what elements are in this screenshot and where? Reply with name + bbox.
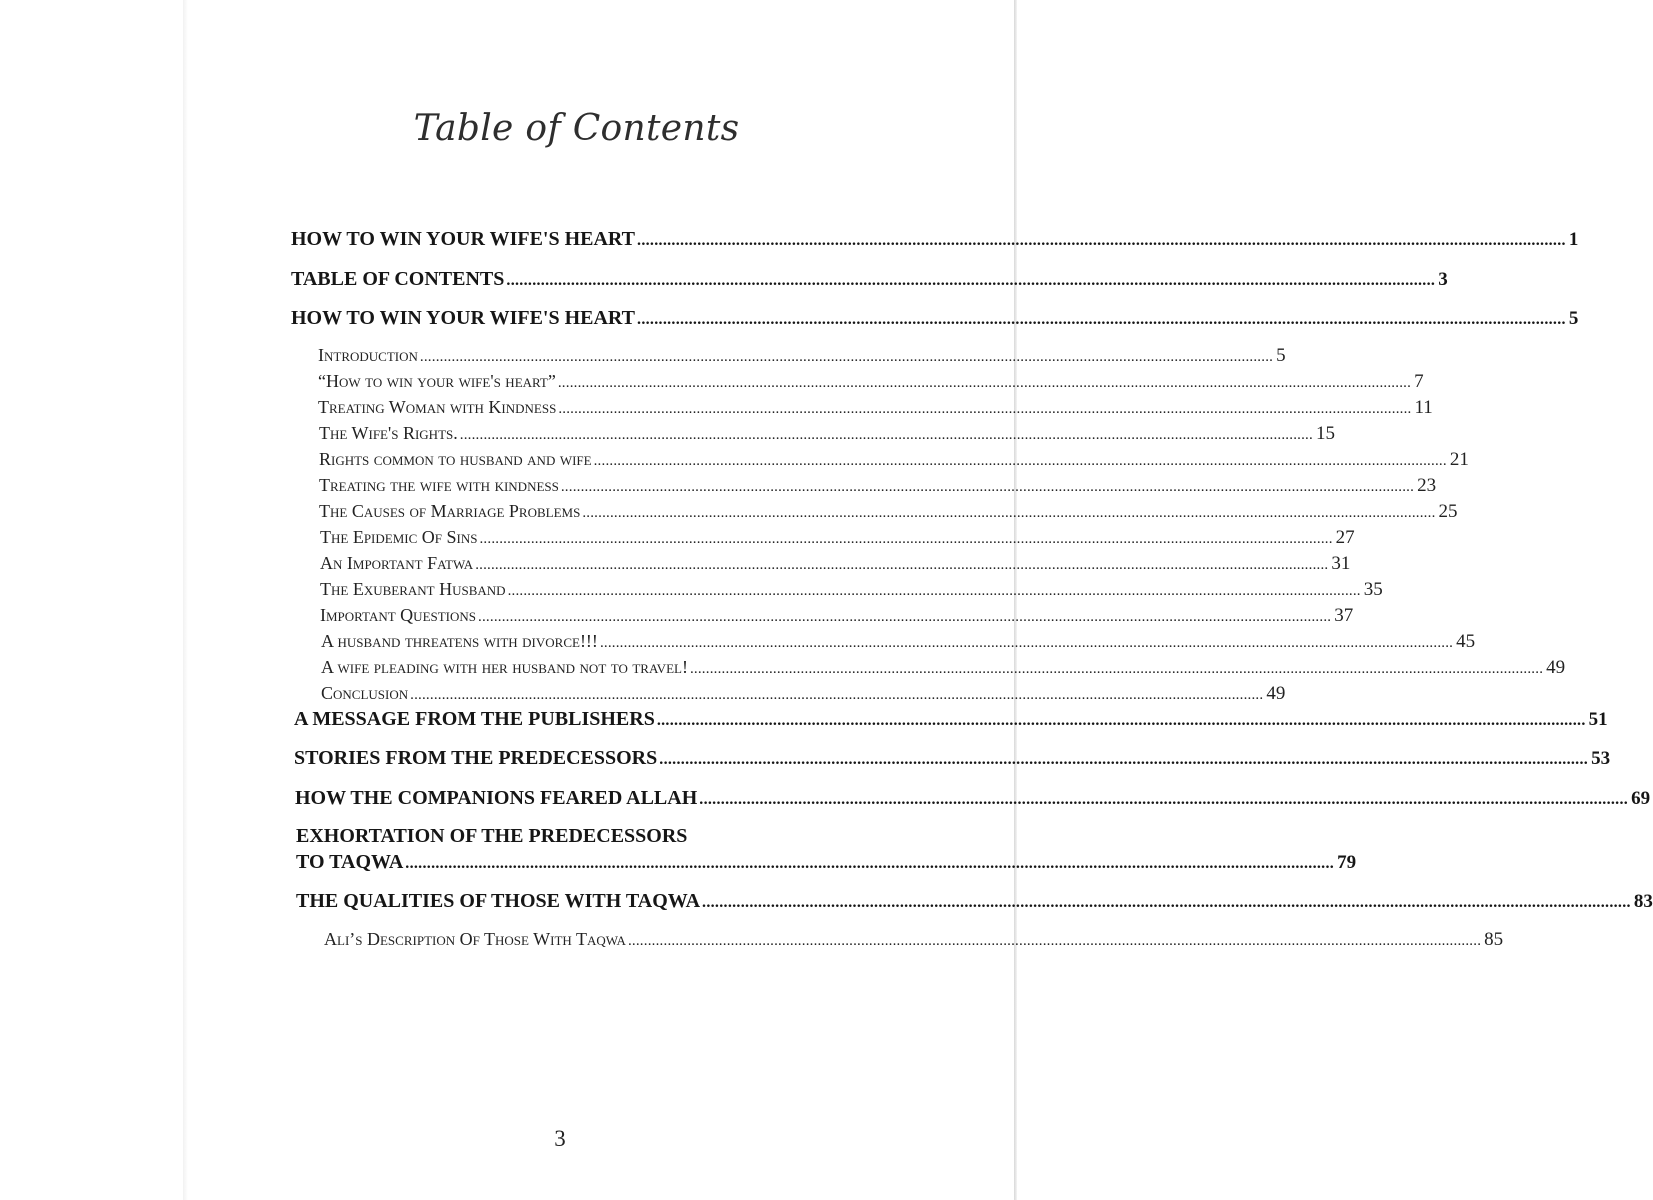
toc-entry-label: The Exuberant Husband <box>320 579 506 599</box>
toc-entry-label: Ali’s Description Of Those With Taqwa <box>324 929 626 949</box>
dot-leader: ........................................................................................................................................................................................................................ <box>627 933 1482 949</box>
dot-leader: ........................................................................................................................................................................................................................ <box>557 375 1412 391</box>
toc-subentry[interactable] <box>320 605 1354 626</box>
toc-subentry[interactable] <box>321 657 1566 678</box>
dot-leader: ........................................................................................................................................................................................................................ <box>699 791 1629 808</box>
toc-subentry[interactable] <box>321 631 1476 652</box>
toc-entry-label: HOW TO WIN YOUR WIFE'S HEART <box>291 307 636 329</box>
page-title: Table of Contents <box>413 108 740 149</box>
toc-entry-page: 31 <box>1331 553 1351 574</box>
dot-leader: ........................................................................................................................................................................................................................ <box>689 661 1544 677</box>
toc-entry-label: The Wife's Rights. <box>319 423 458 443</box>
dot-leader: ........................................................................................................................................................................................................................ <box>506 272 1436 289</box>
dot-leader: ........................................................................................................................................................................................................................ <box>507 583 1361 599</box>
dot-leader: ........................................................................................................................................................................................................................ <box>599 635 1454 651</box>
toc-entry[interactable] <box>295 787 1651 809</box>
toc-entry-line2 <box>296 851 1357 873</box>
toc-entry-label: A husband threatens with divorce!!! <box>321 631 598 651</box>
toc-subentry[interactable] <box>320 579 1383 600</box>
toc-entry[interactable] <box>296 890 1653 912</box>
toc-entry-label: TABLE OF CONTENTS <box>291 268 505 290</box>
toc-entry-page: 3 <box>1438 269 1448 290</box>
toc-entry-label-line1: EXHORTATION OF THE PREDECESSORS <box>296 825 688 847</box>
dot-leader: ........................................................................................................................................................................................................................ <box>637 311 1566 328</box>
dot-leader: ........................................................................................................................................................................................................................ <box>459 427 1313 443</box>
toc-entry-label: Treating the wife with kindness <box>319 475 559 495</box>
toc-entry[interactable] <box>291 307 1579 329</box>
toc-subentry[interactable] <box>318 371 1424 392</box>
toc-entry-label: HOW TO WIN YOUR WIFE'S HEART <box>291 228 636 250</box>
toc-subentry[interactable] <box>321 683 1286 704</box>
dot-leader: ........................................................................................................................................................................................................................ <box>659 751 1589 768</box>
toc-entry-label: STORIES FROM THE PREDECESSORS <box>294 747 658 769</box>
dot-leader: ........................................................................................................................................................................................................................ <box>478 609 1332 625</box>
toc-entry-label: Introduction <box>318 345 418 365</box>
toc-entry-label: The Causes of Marriage Problems <box>319 501 581 521</box>
toc-entry-multiline[interactable] <box>296 825 1357 873</box>
toc-subentry[interactable] <box>318 397 1433 418</box>
dot-leader: ........................................................................................................................................................................................................................ <box>410 687 1264 703</box>
toc-entry-page: 35 <box>1363 579 1383 600</box>
toc-entry[interactable] <box>294 708 1608 730</box>
dot-leader: ........................................................................................................................................................................................................................ <box>479 531 1333 547</box>
toc-entry-page: 25 <box>1438 501 1458 522</box>
toc-subentry[interactable] <box>318 345 1286 366</box>
dot-leader: ........................................................................................................................................................................................................................ <box>405 855 1335 872</box>
toc-entry-page: 69 <box>1631 788 1651 809</box>
toc-entry[interactable] <box>294 747 1611 769</box>
dot-leader: ........................................................................................................................................................................................................................ <box>560 479 1415 495</box>
toc-subentry[interactable] <box>319 449 1469 470</box>
toc-subentry[interactable] <box>324 929 1504 950</box>
toc-entry-page: 37 <box>1334 605 1354 626</box>
toc-entry-page: 5 <box>1568 308 1579 329</box>
toc-entry-label: TO TAQWA <box>296 851 404 873</box>
toc-entry-page: 49 <box>1546 657 1566 678</box>
toc-entry-label: An Important Fatwa <box>320 553 474 573</box>
toc-entry-page: 79 <box>1337 852 1357 873</box>
toc-entry-page: 21 <box>1449 449 1469 470</box>
toc-entry-label: HOW THE COMPANIONS FEARED ALLAH <box>295 787 698 809</box>
toc-subentry[interactable] <box>319 501 1458 522</box>
toc-entry-page: 53 <box>1591 748 1611 769</box>
toc-entry-page: 85 <box>1484 929 1504 950</box>
toc-entry-page: 45 <box>1456 631 1476 652</box>
toc-entry-label: Rights common to husband and wife <box>319 449 592 469</box>
toc-entry[interactable] <box>291 228 1579 250</box>
toc-subentry[interactable] <box>320 527 1355 548</box>
toc-entry-label: The Epidemic Of Sins <box>320 527 478 547</box>
dot-leader: ........................................................................................................................................................................................................................ <box>558 401 1412 417</box>
toc-subentry[interactable] <box>320 553 1351 574</box>
toc-subentry[interactable] <box>319 423 1335 444</box>
toc-entry-page: 15 <box>1315 423 1335 444</box>
toc-entry-page: 7 <box>1414 371 1424 392</box>
toc-entry-label: A wife pleading with her husband not to travel! <box>321 657 688 677</box>
toc-entry-label: Treating Woman with Kindness <box>318 397 557 417</box>
toc-entry-page: 27 <box>1335 527 1355 548</box>
dot-leader: ........................................................................................................................................................................................................................ <box>702 894 1631 911</box>
dot-leader: ........................................................................................................................................................................................................................ <box>637 232 1566 249</box>
toc-entry-page: 23 <box>1417 475 1437 496</box>
dot-leader: ........................................................................................................................................................................................................................ <box>419 349 1274 365</box>
toc-entry-page: 1 <box>1568 229 1579 250</box>
toc-entry-page: 5 <box>1276 345 1286 366</box>
dot-leader: ........................................................................................................................................................................................................................ <box>582 505 1436 521</box>
toc-entry-label: THE QUALITIES OF THOSE WITH TAQWA <box>296 890 701 912</box>
page-number: 3 <box>554 1126 566 1151</box>
toc-entry-label: “How to win your wife's heart” <box>318 371 556 391</box>
toc-entry-label: A MESSAGE FROM THE PUBLISHERS <box>294 708 655 730</box>
toc-entry[interactable] <box>291 268 1448 290</box>
toc-entry-label: Conclusion <box>321 683 409 703</box>
dot-leader: ........................................................................................................................................................................................................................ <box>475 557 1329 573</box>
toc-entry-page: 83 <box>1633 891 1653 912</box>
toc-entry-page: 49 <box>1266 683 1286 704</box>
toc-entry-page: 51 <box>1588 709 1608 730</box>
toc-entry-page: 11 <box>1414 397 1433 418</box>
dot-leader: ........................................................................................................................................................................................................................ <box>656 712 1586 729</box>
dot-leader: ........................................................................................................................................................................................................................ <box>593 453 1447 469</box>
toc-subentry[interactable] <box>319 475 1437 496</box>
toc-entry-label: Important Questions <box>320 605 477 625</box>
